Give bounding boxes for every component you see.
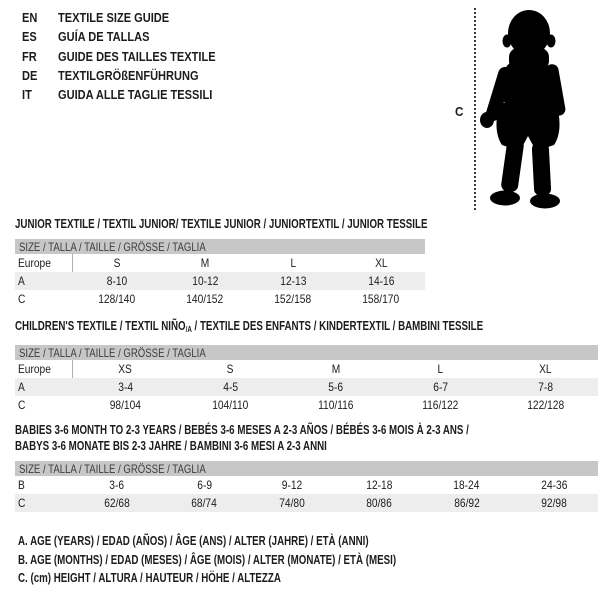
table-cell: 62/68 [103, 496, 130, 510]
table-cell: 74/80 [278, 496, 305, 510]
table-cell: 24-36 [541, 478, 568, 492]
language-label: GUIDE DES TAILLES TEXTILE [58, 48, 216, 64]
table-cell: 92/98 [541, 496, 568, 510]
row-label: A [18, 274, 25, 288]
size-header-bar: SIZE / TALLA / TAILLE / GRÖSSE / TAGLIA [15, 239, 425, 254]
table-row [15, 494, 598, 512]
row-label: C [18, 496, 26, 510]
table-cell: 12-13 [279, 274, 307, 288]
table-cell: 104/110 [212, 398, 249, 412]
language-code: FR [22, 48, 37, 64]
table-cell: 9-12 [281, 478, 302, 492]
table-title: JUNIOR TEXTILE / TEXTIL JUNIOR/ TEXTILE JUNIOR / JUNIORTEXTIL / JUNIOR TESSILE [15, 217, 428, 231]
table-cell: 8-10 [106, 274, 128, 288]
column-header-row [15, 360, 598, 378]
language-label: GUIDA ALLE TAGLIE TESSILI [58, 87, 213, 103]
language-code: DE [22, 68, 38, 84]
table-cell: 5-6 [328, 380, 343, 394]
table-cell: 140/152 [186, 292, 224, 306]
row-label: C [18, 292, 26, 306]
table-cell: 7-8 [538, 380, 553, 394]
footnote-b: B. AGE (MONTHS) / EDAD (MESES) / ÂGE (MOIS) / ALTER (MONATE) / ETÀ (MESI) [18, 552, 397, 567]
table-title: CHILDREN'S TEXTILE / TEXTIL $NIÑO_{/A}$ / TEXTILE DES ENFANTS / KINDERTEXTIL / BAMBINI TESSILE [15, 319, 484, 334]
toddler-silhouette-image [478, 8, 572, 210]
legend-footnotes [18, 532, 503, 588]
language-row [22, 47, 243, 66]
language-row [22, 27, 243, 46]
table-row [15, 290, 425, 308]
table-cell: 128/140 [98, 292, 136, 306]
table-cell: 158/170 [362, 292, 400, 306]
size-column-header: XS [118, 362, 133, 376]
children-textile-table [15, 318, 598, 414]
row-label: B [18, 478, 25, 492]
table-cell: 6-7 [433, 380, 448, 394]
size-column-header: L [437, 362, 444, 376]
table-cell: 3-6 [109, 478, 125, 492]
size-column-header: M [331, 362, 340, 376]
table-cell: 122/128 [527, 398, 564, 412]
language-row [22, 66, 243, 85]
size-column-header: M [200, 256, 210, 270]
table-cell: 98/104 [109, 398, 142, 412]
footnote-a: A. AGE (YEARS) / EDAD (AÑOS) / ÂGE (ANS) / ALTER (JAHRE) / ETÀ (ANNI) [18, 534, 369, 548]
babies-textile-table [15, 422, 598, 512]
row-label: C [18, 398, 26, 412]
table-cell: 110/116 [317, 398, 354, 412]
subscript-a: /A [185, 325, 192, 334]
height-measure-label: C [455, 104, 464, 119]
column-header-row [15, 254, 425, 272]
size-column-header: L [290, 256, 296, 270]
table-title-line2: BABYS 3-6 MONATE BIS 2-3 JAHRE / BAMBINI 3-6 MESI A 2-3 ANNI [15, 439, 327, 453]
row-label: Europe [15, 254, 73, 272]
table-cell: 116/122 [422, 398, 459, 412]
language-label: TEXTILE SIZE GUIDE [58, 10, 170, 26]
table-cell: 4-5 [223, 380, 238, 394]
size-header-bar: SIZE / TALLA / TAILLE / GRÖSSE / TAGLIA [15, 461, 598, 476]
table-cell: 12-18 [366, 478, 393, 492]
table-cell: 18-24 [453, 478, 480, 492]
language-row [22, 8, 243, 27]
row-label: A [18, 380, 25, 394]
height-measure-dotted-line [474, 8, 476, 210]
footnote-c: C. (cm) HEIGHT / ALTURA / HAUTEUR / HÖHE / ALTEZZA [18, 571, 281, 585]
table-cell: 14-16 [367, 274, 395, 288]
table-row [15, 272, 425, 290]
size-header-bar: SIZE / TALLA / TAILLE / GRÖSSE / TAGLIA [15, 345, 598, 360]
table-cell: 152/158 [274, 292, 312, 306]
table-title: BABIES 3-6 MONTH TO 2-3 YEARS / BEBÉS 3-6 MESES A 2-3 AÑOS / BÉBÉS 3-6 MOIS À 2-3 ANS / [15, 423, 469, 437]
size-column-header: S [113, 256, 121, 270]
language-code: EN [22, 10, 38, 26]
table-row [15, 396, 598, 414]
language-label: GUÍA DE TALLAS [58, 29, 150, 45]
language-row [22, 85, 243, 104]
table-cell: 68/74 [191, 496, 218, 510]
language-label: TEXTILGRÖßENFÜHRUNG [58, 68, 199, 84]
size-column-header: XL [539, 362, 552, 376]
table-cell: 86/92 [453, 496, 480, 510]
table-cell: 6-9 [196, 478, 212, 492]
table-cell: 10-12 [191, 274, 219, 288]
table-cell: 80/86 [366, 496, 393, 510]
size-column-header: S [227, 362, 234, 376]
row-label: Europe [15, 360, 73, 378]
table-row [15, 378, 598, 396]
language-title-block [22, 8, 243, 104]
size-column-header: XL [374, 256, 388, 270]
language-code: ES [22, 29, 37, 45]
table-cell: 3-4 [118, 380, 133, 394]
junior-textile-table [15, 216, 428, 308]
language-code: IT [22, 87, 32, 103]
table-row [15, 476, 598, 494]
